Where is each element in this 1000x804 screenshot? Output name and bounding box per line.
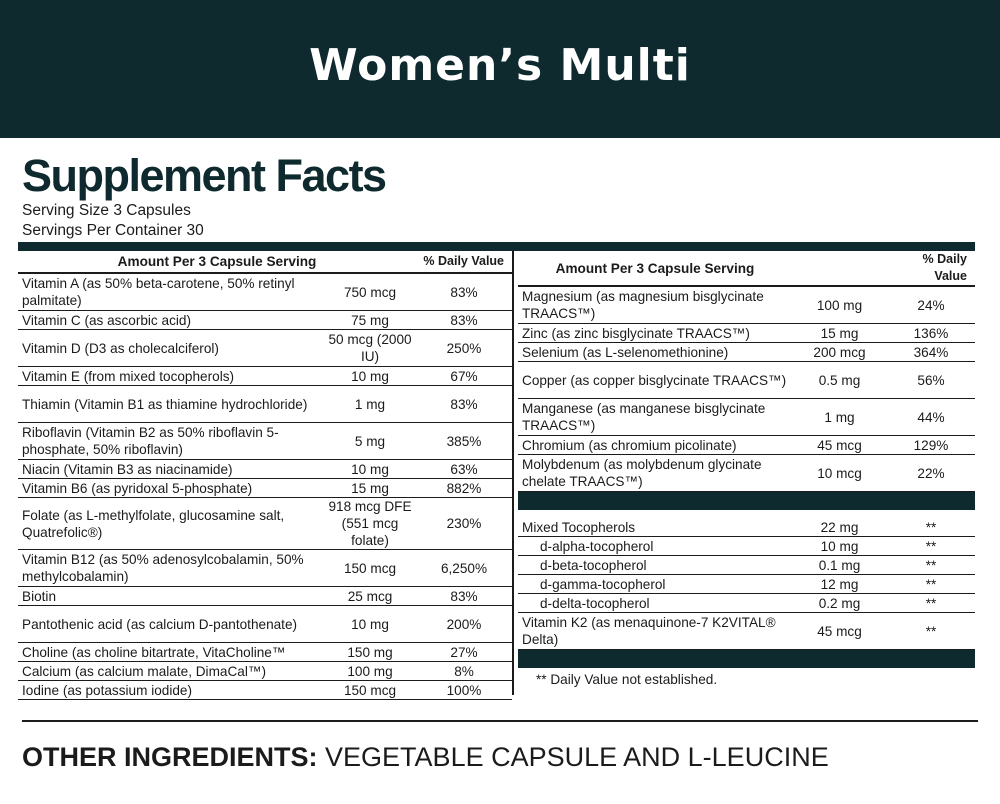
serving-size: Serving Size 3 Capsules [22,202,191,219]
right-table-header [518,251,975,286]
nutrient-amount: 45 mcg [792,613,887,650]
nutrient-amount: 1 mg [792,399,887,436]
nutrient-amount: 150 mg [324,643,416,662]
nutrient-name: Vitamin K2 (as menaquinone-7 K2VITAL® Delta) [518,613,792,650]
section-gap [518,510,975,518]
nutrient-row [518,556,975,575]
nutrient-daily-value: 44% [887,399,975,436]
nutrient-amount: 150 mcg [324,681,416,700]
nutrient-row [518,537,975,556]
nutrient-name: Vitamin D (D3 as cholecalciferol) [18,330,324,367]
nutrient-daily-value: 83% [416,273,512,311]
nutrient-row [18,330,512,367]
nutrient-amount: 1 mg [324,386,416,423]
nutrient-row [518,324,975,343]
nutrient-daily-value: 27% [416,643,512,662]
nutrient-row [18,606,512,643]
amount-header: Amount Per 3 Capsule Serving [518,251,792,286]
nutrient-row [18,498,512,550]
nutrient-daily-value: 200% [416,606,512,643]
nutrient-amount: 12 mg [792,575,887,594]
right-facts-table [518,251,975,668]
left-table-header [18,251,512,273]
nutrient-row [18,460,512,479]
nutrient-amount: 45 mcg [792,436,887,455]
nutrient-amount: 10 mg [324,606,416,643]
other-ingredients-value: VEGETABLE CAPSULE AND L-LEUCINE [325,742,829,772]
nutrient-amount: 15 mg [792,324,887,343]
nutrient-row [18,479,512,498]
supplement-facts-title: Supplement Facts [22,150,386,201]
nutrient-daily-value: 22% [887,455,975,492]
nutrient-amount: 10 mg [324,367,416,386]
nutrient-name: Mixed Tocopherols [518,518,792,537]
nutrient-amount: 750 mcg [324,273,416,311]
servings-per-container: Servings Per Container 30 [22,222,204,239]
daily-value-header: % Daily Value [416,251,512,273]
nutrient-name: Choline (as choline bitartrate, VitaCholine™ [18,643,324,662]
amount-header: Amount Per 3 Capsule Serving [18,251,416,273]
other-ingredients [22,742,829,773]
header-banner [0,0,1000,138]
nutrient-daily-value: 136% [887,324,975,343]
nutrient-name: Vitamin A (as 50% beta-carotene, 50% retinyl palmitate) [18,273,324,311]
nutrient-name: Vitamin B12 (as 50% adenosylcobalamin, 50% methylcobalamin) [18,550,324,587]
nutrient-row [18,311,512,330]
nutrient-name: Niacin (Vitamin B3 as niacinamide) [18,460,324,479]
daily-value-header: % Daily Value [887,251,975,286]
nutrient-daily-value: 56% [887,362,975,399]
nutrient-daily-value: 230% [416,498,512,550]
nutrient-name: Calcium (as calcium malate, DimaCal™) [18,662,324,681]
nutrient-daily-value: ** [887,613,975,650]
nutrient-name: Molybdenum (as molybdenum glycinate chelate TRAACS™) [518,455,792,492]
left-facts-panel [18,251,512,700]
nutrient-amount: 10 mg [792,537,887,556]
nutrient-row [18,367,512,386]
nutrient-amount: 15 mg [324,479,416,498]
nutrient-daily-value: ** [887,518,975,537]
nutrient-amount: 100 mg [792,286,887,324]
nutrient-row [518,362,975,399]
header-bar [18,242,975,251]
footnote: ** Daily Value not established. [536,672,718,687]
nutrient-name: Chromium (as chromium picolinate) [518,436,792,455]
nutrient-row [18,550,512,587]
nutrient-daily-value: 63% [416,460,512,479]
nutrient-daily-value: 882% [416,479,512,498]
other-ingredients-label: OTHER INGREDIENTS: [22,742,318,772]
nutrient-amount: 0.1 mg [792,556,887,575]
nutrient-row [18,662,512,681]
nutrient-name: Pantothenic acid (as calcium D-pantothenate) [18,606,324,643]
nutrient-name: Thiamin (Vitamin B1 as thiamine hydrochloride) [18,386,324,423]
nutrient-name: Magnesium (as magnesium bisglycinate TRAACS™) [518,286,792,324]
nutrient-daily-value: 100% [416,681,512,700]
nutrient-amount: 0.5 mg [792,362,887,399]
nutrient-row [518,343,975,362]
nutrient-amount: 918 mcg DFE (551 mcg folate) [324,498,416,550]
column-divider [512,251,514,695]
nutrient-daily-value: ** [887,556,975,575]
divider-rule [22,720,978,722]
nutrient-row [518,286,975,324]
nutrient-row [518,575,975,594]
nutrient-amount: 100 mg [324,662,416,681]
nutrient-daily-value: 129% [887,436,975,455]
nutrient-name: Iodine (as potassium iodide) [18,681,324,700]
nutrient-name: Riboflavin (Vitamin B2 as 50% riboflavin 5-phosphate, 50% riboflavin) [18,423,324,460]
nutrient-amount: 75 mg [324,311,416,330]
nutrient-daily-value: 250% [416,330,512,367]
nutrient-name: d-beta-tocopherol [518,556,792,575]
nutrient-row [18,681,512,700]
nutrient-row [518,613,975,650]
nutrient-row [18,273,512,311]
nutrient-daily-value: ** [887,575,975,594]
nutrient-name: d-delta-tocopherol [518,594,792,613]
nutrient-daily-value: 83% [416,311,512,330]
nutrient-name: Vitamin E (from mixed tocopherols) [18,367,324,386]
nutrient-amount: 10 mg [324,460,416,479]
nutrient-name: d-alpha-tocopherol [518,537,792,556]
nutrient-name: Copper (as copper bisglycinate TRAACS™) [518,362,792,399]
nutrient-daily-value: 24% [887,286,975,324]
nutrient-row [518,436,975,455]
nutrient-row [518,399,975,436]
nutrient-daily-value: ** [887,594,975,613]
nutrient-row [18,643,512,662]
nutrient-amount: 5 mg [324,423,416,460]
nutrient-row [518,518,975,537]
nutrient-amount: 22 mg [792,518,887,537]
nutrient-name: d-gamma-tocopherol [518,575,792,594]
nutrient-name: Vitamin B6 (as pyridoxal 5-phosphate) [18,479,324,498]
nutrient-daily-value: ** [887,537,975,556]
nutrient-row [518,455,975,492]
product-title: Women’s Multi [309,40,691,91]
nutrient-daily-value: 364% [887,343,975,362]
left-facts-table [18,251,512,700]
nutrient-row [18,423,512,460]
nutrient-amount: 50 mcg (2000 IU) [324,330,416,367]
nutrient-daily-value: 6,250% [416,550,512,587]
nutrient-name: Manganese (as manganese bisglycinate TRAACS™) [518,399,792,436]
nutrient-amount: 200 mcg [792,343,887,362]
nutrient-daily-value: 83% [416,386,512,423]
section-band [518,492,975,511]
nutrient-amount: 0.2 mg [792,594,887,613]
nutrient-name: Zinc (as zinc bisglycinate TRAACS™) [518,324,792,343]
nutrient-daily-value: 67% [416,367,512,386]
nutrient-row [18,386,512,423]
nutrient-name: Vitamin C (as ascorbic acid) [18,311,324,330]
section-band [518,650,975,669]
nutrient-name: Folate (as L-methylfolate, glucosamine salt, Quatrefolic®) [18,498,324,550]
nutrient-daily-value: 83% [416,587,512,606]
nutrient-name: Selenium (as L-selenomethionine) [518,343,792,362]
nutrient-name: Biotin [18,587,324,606]
nutrient-amount: 150 mcg [324,550,416,587]
nutrient-daily-value: 8% [416,662,512,681]
right-facts-panel [518,251,975,687]
nutrient-amount: 10 mcg [792,455,887,492]
nutrient-row [518,594,975,613]
nutrient-daily-value: 385% [416,423,512,460]
nutrient-row [18,587,512,606]
nutrient-amount: 25 mcg [324,587,416,606]
